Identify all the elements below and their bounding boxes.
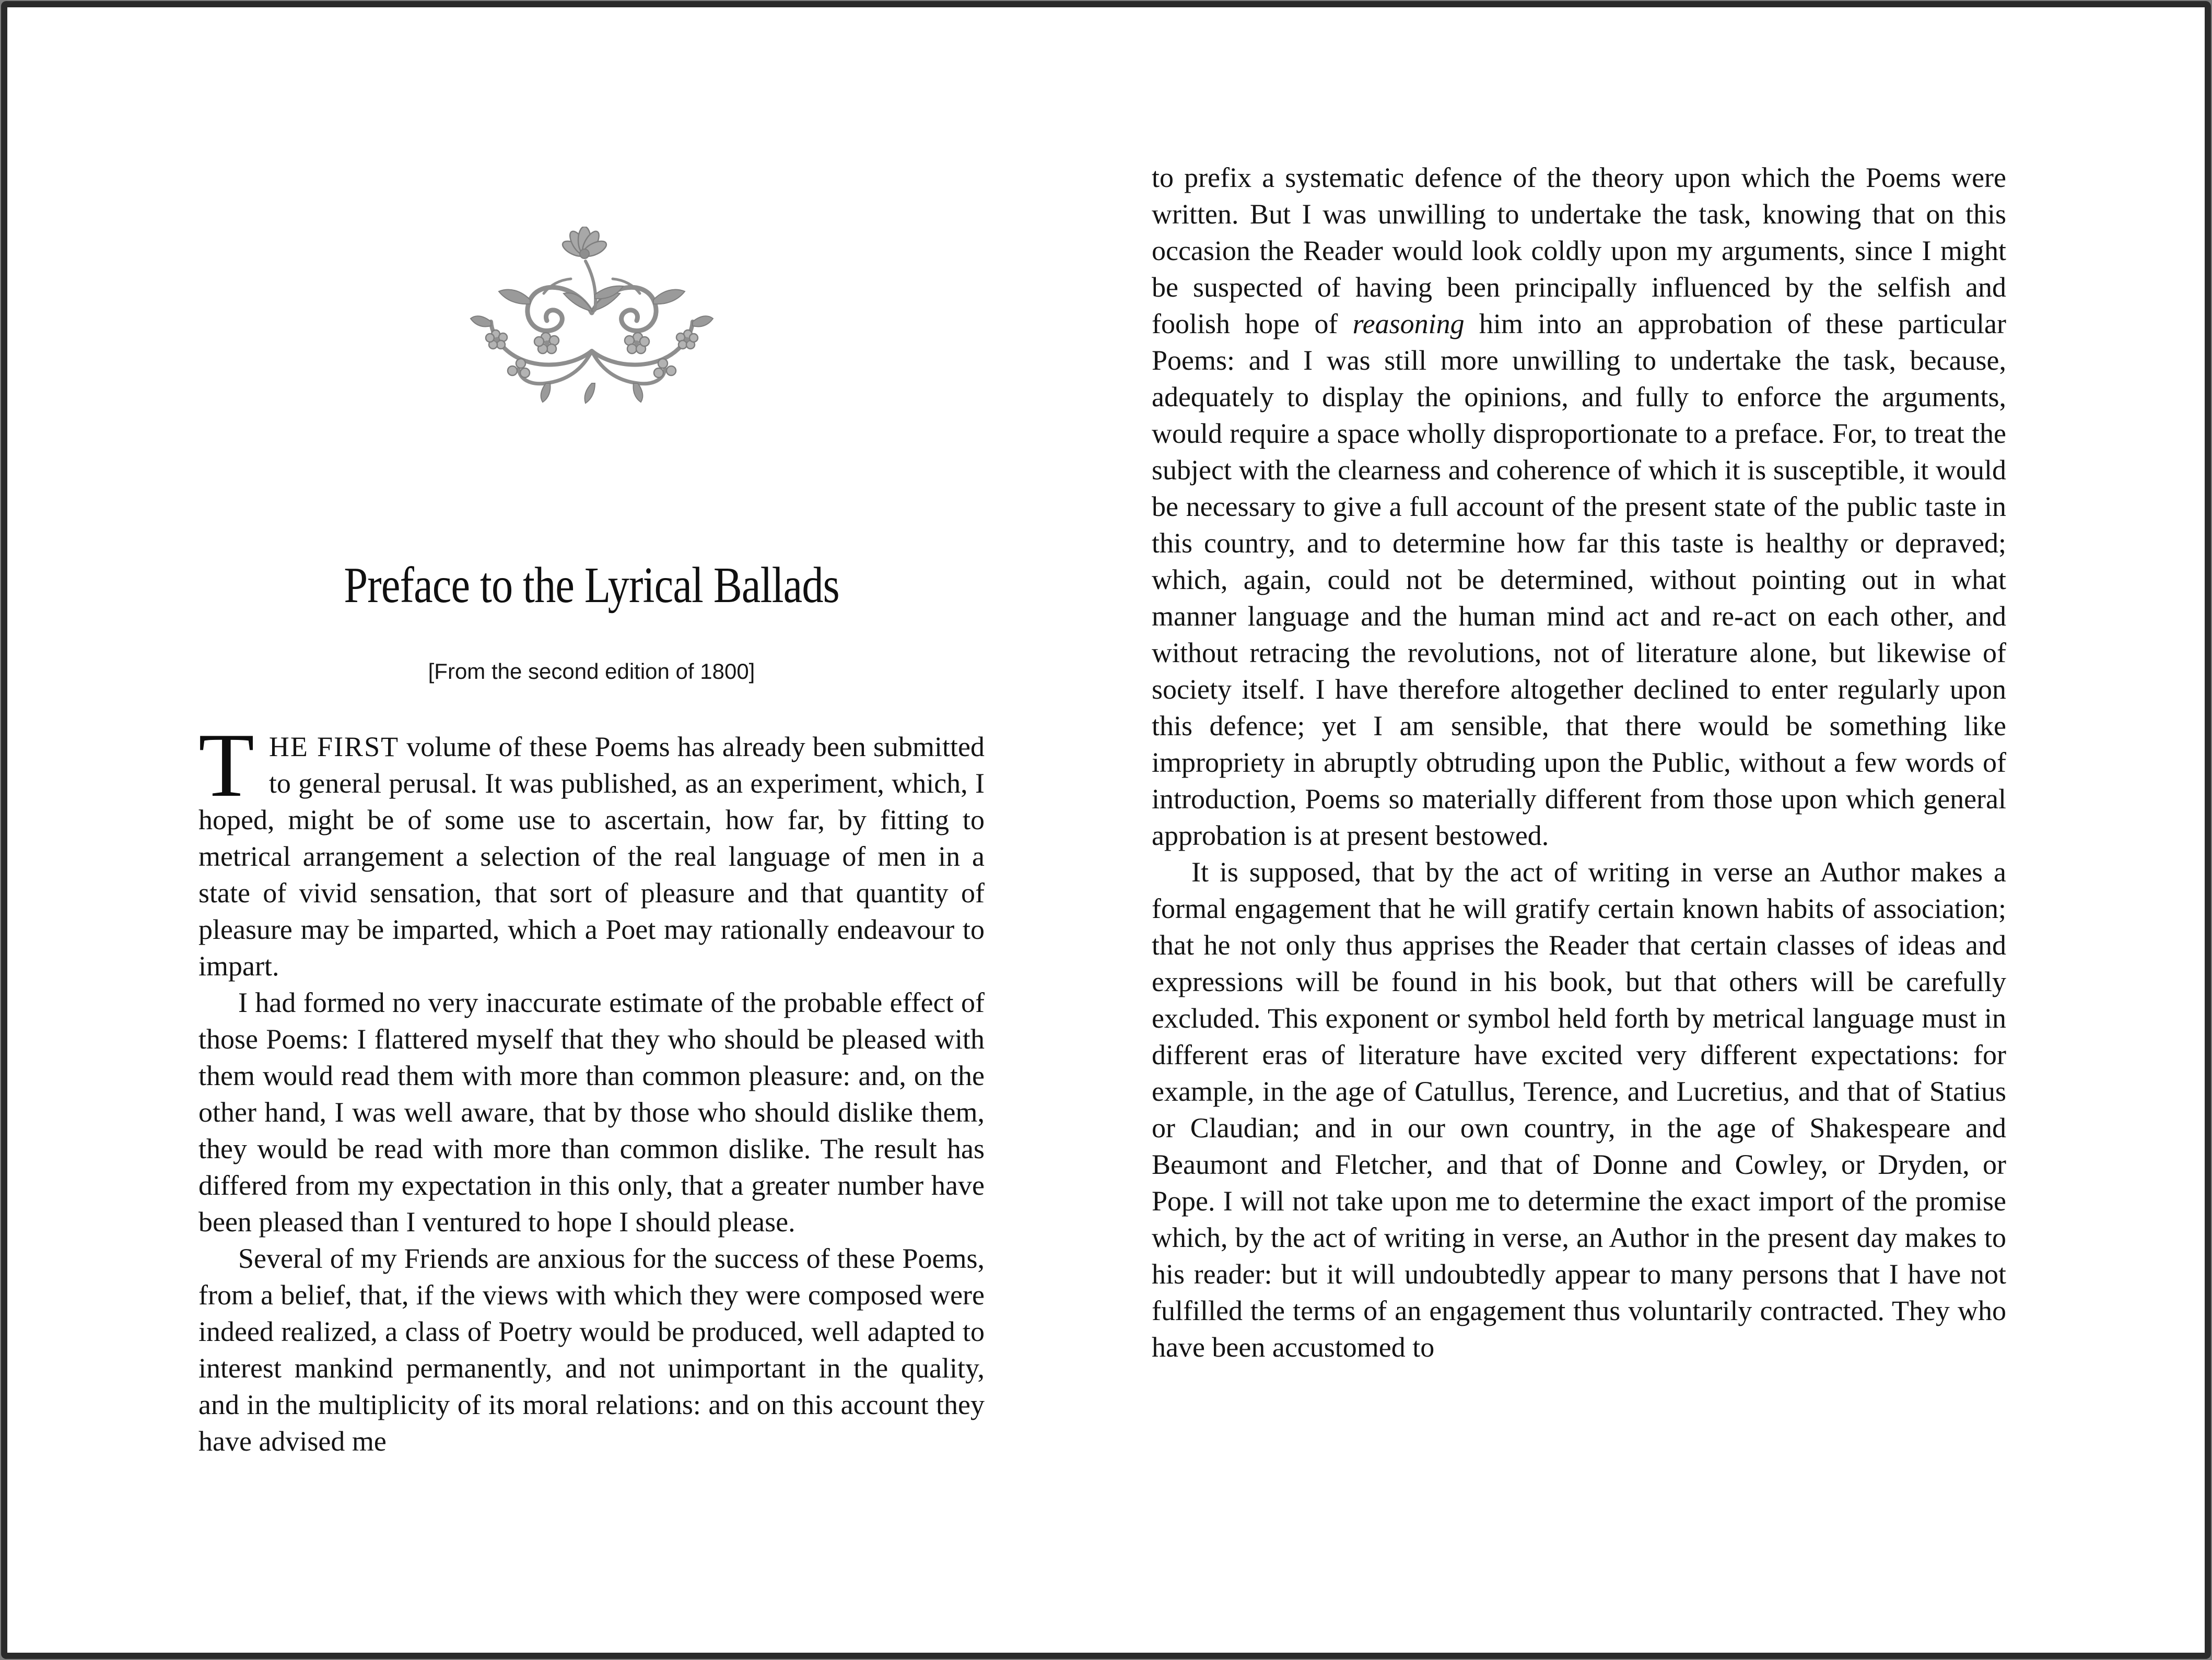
paragraph-text: to prefix a systematic defence of the theory upon which the Poems were written. But I was unwilling to undertake the task, knowing that on this occasion the Reader would look coldly upon my arguments, since I might be suspected of having been principally influenced by the selfish and foolish hope of: [1152, 162, 2006, 339]
page-title-text: Preface to the Lyrical Ballads: [344, 557, 839, 614]
paragraph-text: him into an approbation of these particular Poems: and I was still more unwilling to undertake the task, because, adequately to display the opinions, and fully to enforce the arguments, would require a space wholly disproportionate to a preface. For, to treat the subject with the clearness and coherence of which it is susceptible, it would be necessary to give a full account of the present state of the public taste in this country, and to determine how far this taste is healthy or depraved; which, again, could not be determined, without pointing out in what manner language and the human mind act and re-act on each other, and without retracing the revolutions, not of literature alone, but likewise of society itself. I have therefore altogether declined to enter regularly upon this defence; yet I am sensible, that there would be something like impropriety in abruptly obtruding upon the Public, without a few words of introduction, Poems so materially different from those upon which general approbation is at present bestowed.: [1152, 308, 2006, 851]
paragraph-text: volume of these Poems has already been submitted to general perusal. It was published, as an experiment, which, I hoped, might be of some use to ascertain, how far, by fitting to metrical arrangement a selection of the real language of men in a state of vivid sensation, that sort of pleasure and that quantity of pleasure may be imparted, which a Poet may rationally endeavour to impart.: [198, 731, 985, 982]
paragraph: Several of my Friends are anxious for the success of these Poems, from a belief, that, if the views with which they were composed were indeed realized, a class of Poetry would be produced, well adapted to interest mankind permanently, and not unimportant in the quality, and in the multiplicity of its moral relations: and on this account they have advised me: [198, 1243, 985, 1457]
paragraph: I had formed no very inaccurate estimate of the probable effect of those Poems: I flattered myself that they who should be pleased with them would read them with more than common pleasure: and, on the other hand, I was well aware, that by those who should dislike them, they would be read with more than common dislike. The result has differed from my expectation in this only, that a greater number have been pleased than I ventured to hope I should please.: [198, 987, 985, 1238]
right-page: [1106, 7, 2205, 1653]
left-page-text: [198, 728, 985, 1517]
drop-cap: T: [198, 728, 254, 816]
page-title: [198, 557, 985, 614]
edition-note: [From the second edition of 1800]: [428, 659, 755, 684]
book-spread: [1, 1, 2211, 1659]
paragraph-continuation: [1152, 159, 2006, 854]
lead-in-caps: HE FIRST: [268, 731, 400, 762]
left-page: [7, 7, 1106, 1653]
italic-word: reasoning: [1352, 308, 1465, 339]
paragraph: It is supposed, that by the act of writing in verse an Author makes a formal engagement that he will gratify certain known habits of association; that he not only thus apprises the Reader that certain classes of ideas and expressions will be found in his book, but that others will be carefully excluded. This exponent or symbol held forth by metrical language must in different eras of literature have excited very different expectations: for example, in the age of Catullus, Terence, and Lucretius, and that of Statius or Claudian; and in our own country, in the age of Shakespeare and Beaumont and Fletcher, and that of Donne and Cowley, or Dryden, or Pope. I will not take upon me to determine the exact import of the promise which, by the act of writing in verse, an Author in the present day makes to his reader: but it will undoubtedly appear to many persons that I have not fulfilled the terms of an engagement thus voluntarily contracted. They who have been accustomed to: [1152, 856, 2006, 1363]
flourish-ornament-icon: [198, 227, 985, 407]
paragraph-opening: [198, 728, 985, 984]
right-page-text: [1152, 159, 2006, 1527]
